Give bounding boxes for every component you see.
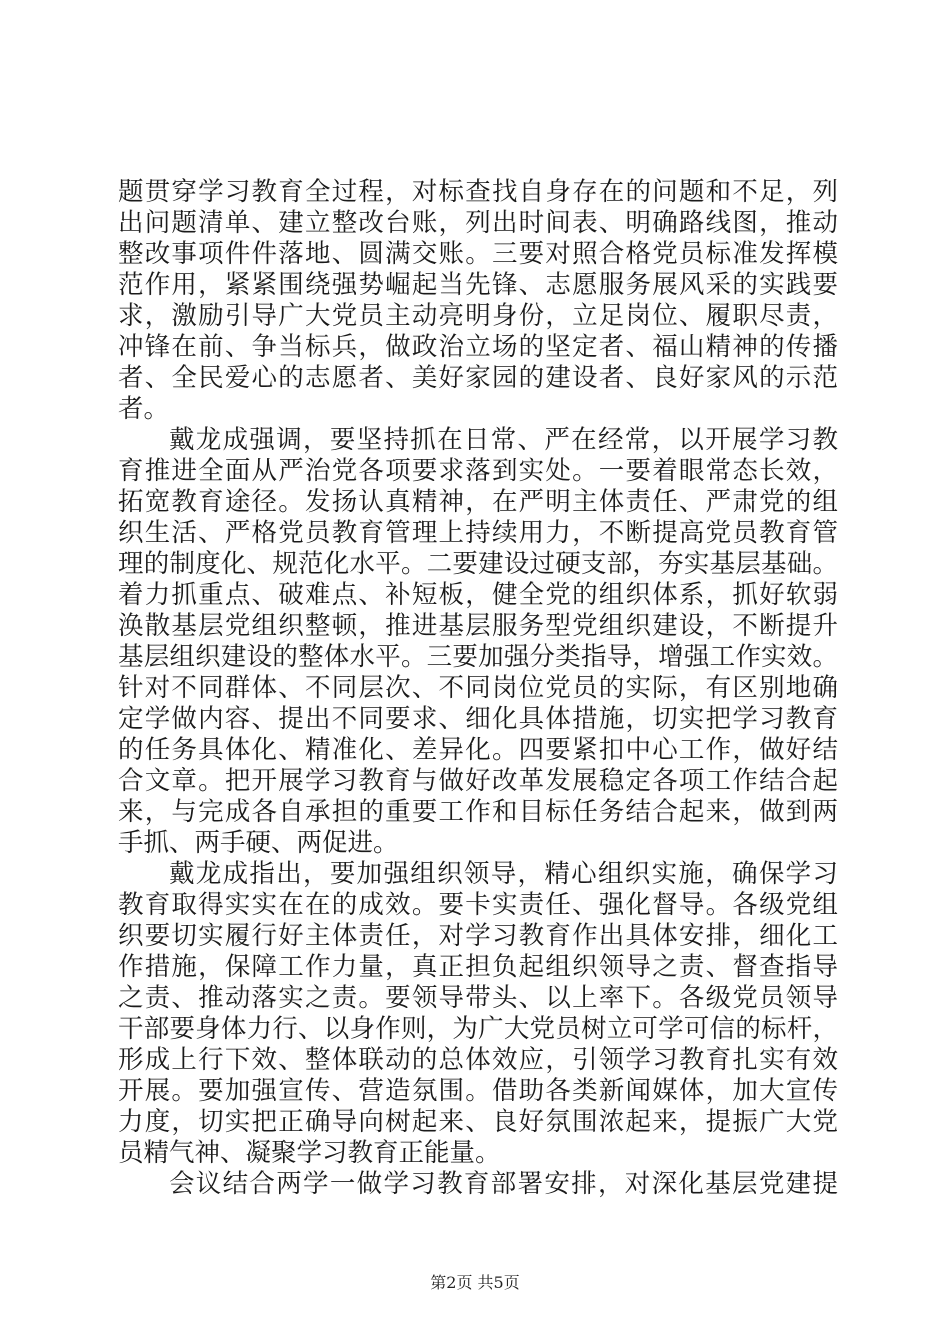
text-line: 着力抓重点、破难点、补短板，健全党的组织体系，抓好软弱	[118, 580, 838, 610]
paragraph-start-line: 戴龙成指出，要加强组织领导，精心组织实施，确保学习	[169, 859, 838, 889]
text-line: 育推进全面从严治党各项要求落到实处。一要着眼常态长效，	[118, 456, 838, 486]
text-line: 拓宽教育途径。发扬认真精神，在严明主体责任、严肃党的组	[118, 487, 838, 517]
text-line: 涣散基层党组织整顿，推进基层服务型党组织建设，不断提升	[118, 611, 838, 641]
text-line: 理的制度化、规范化水平。二要建设过硬支部，夯实基层基础。	[118, 549, 838, 579]
text-line: 形成上行下效、整体联动的总体效应，引领学习教育扎实有效	[118, 1045, 838, 1075]
text-line: 干部要身体力行、以身作则，为广大党员树立可学可信的标杆，	[118, 1014, 838, 1044]
text-line: 的任务具体化、精准化、差异化。四要紧扣中心工作，做好结	[118, 735, 838, 765]
text-line: 织生活、严格党员教育管理上持续用力，不断提高党员教育管	[118, 518, 838, 548]
text-line: 求，激励引导广大党员主动亮明身份，立足岗位、履职尽责，	[118, 301, 838, 331]
text-line: 织要切实履行好主体责任，对学习教育作出具体安排，细化工	[118, 921, 838, 951]
text-line: 作措施，保障工作力量，真正担负起组织领导之责、督查指导	[118, 952, 838, 982]
text-line: 整改事项件件落地、圆满交账。三要对照合格党员标准发挥模	[118, 239, 838, 269]
text-line: 之责、推动落实之责。要领导带头、以上率下。各级党员领导	[118, 983, 838, 1013]
text-line: 题贯穿学习教育全过程，对标查找自身存在的问题和不足，列	[118, 177, 838, 207]
paragraph-start-line: 会议结合两学一做学习教育部署安排，对深化基层党建提	[169, 1169, 838, 1199]
text-line: 手抓、两手硬、两促进。	[118, 828, 399, 858]
paragraph-start-line: 戴龙成强调，要坚持抓在日常、严在经常，以开展学习教	[169, 425, 838, 455]
text-line: 教育取得实实在在的成效。要卡实责任、强化督导。各级党组	[118, 890, 838, 920]
text-line: 出问题清单、建立整改台账，列出时间表、明确路线图，推动	[118, 208, 838, 238]
text-line: 开展。要加强宣传、营造氛围。借助各类新闻媒体，加大宣传	[118, 1076, 838, 1106]
text-line: 来，与完成各自承担的重要工作和目标任务结合起来，做到两	[118, 797, 838, 827]
text-line: 冲锋在前、争当标兵，做政治立场的坚定者、福山精神的传播	[118, 332, 838, 362]
text-line: 合文章。把开展学习教育与做好改革发展稳定各项工作结合起	[118, 766, 838, 796]
text-line: 力度，切实把正确导向树起来、良好氛围浓起来，提振广大党	[118, 1107, 838, 1137]
text-line: 定学做内容、提出不同要求、细化具体措施，切实把学习教育	[118, 704, 838, 734]
text-line: 范作用，紧紧围绕强势崛起当先锋、志愿服务展风采的实践要	[118, 270, 838, 300]
text-line: 针对不同群体、不同层次、不同岗位党员的实际，有区别地确	[118, 673, 838, 703]
text-line: 基层组织建设的整体水平。三要加强分类指导，增强工作实效。	[118, 642, 838, 672]
page-number-footer: 第2页 共5页	[430, 1273, 520, 1292]
text-line: 者。	[118, 394, 170, 424]
text-line: 者、全民爱心的志愿者、美好家园的建设者、良好家风的示范	[118, 363, 838, 393]
text-line: 员精气神、凝聚学习教育正能量。	[118, 1138, 501, 1168]
